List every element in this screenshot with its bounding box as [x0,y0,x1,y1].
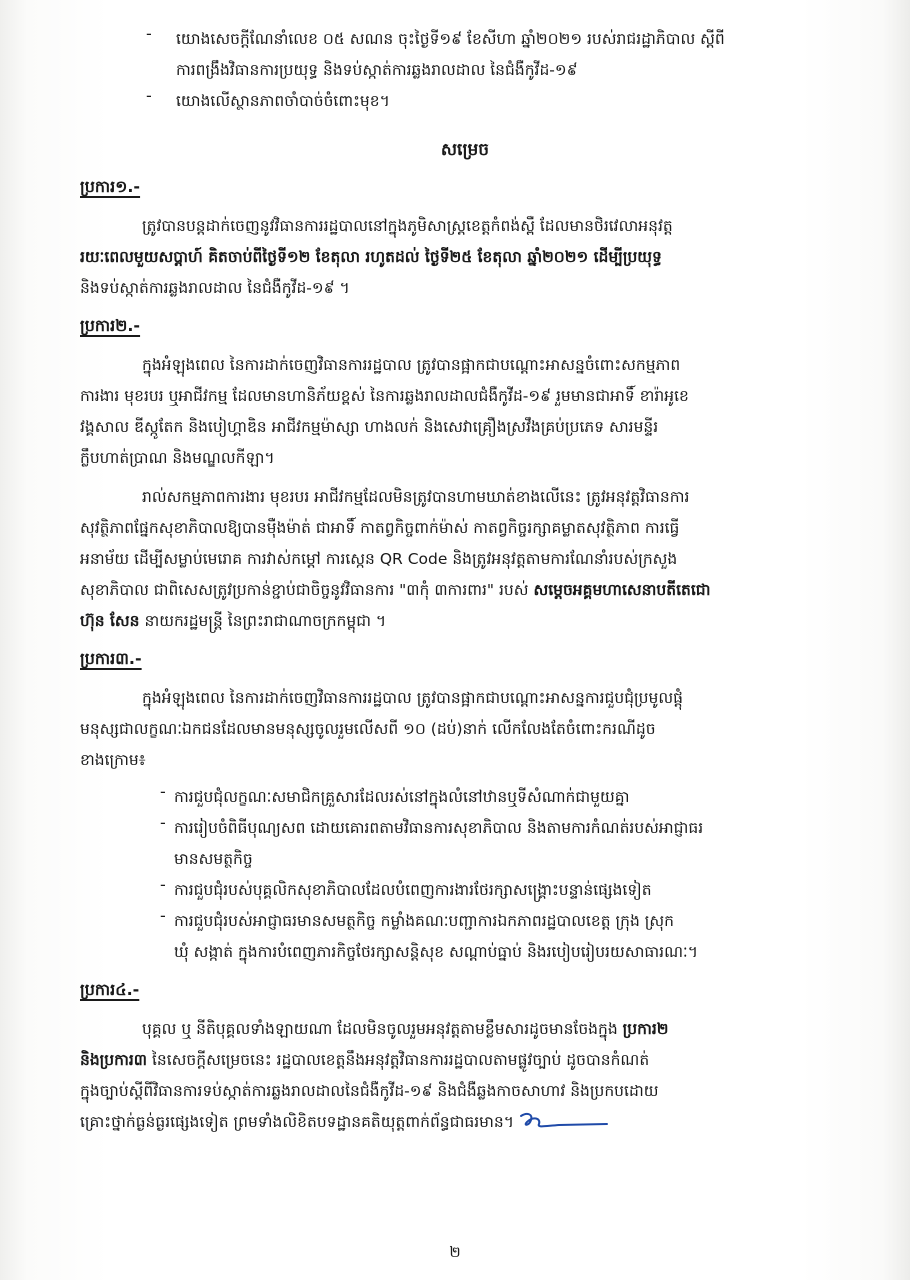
decision-title: សម្រេច [440,140,490,160]
reference-line: ការពង្រឹងវិធានការប្រយុទ្ធ និងទប់ស្កាត់ការឆ្លងរាលដាល នៃជំងឺកូវីដ-១៩ [176,61,578,79]
exception-item [160,813,850,875]
article-1-line: ត្រូវបានបន្តដាក់ចេញនូវវិធានការរដ្ឋបាលនៅក្នុងភូមិសាស្ត្រខេត្តកំពង់ស្ពឺ ដែលមានថិរវេលាអនុវត្ត [142,217,673,235]
article-3-heading: ប្រការ៣.- [80,649,142,668]
article-4-text: បុគ្គល ឬ នីតិបុគ្គលទាំងឡាយណា ដែលមិនចូលរួមអនុវត្តតាមខ្លឹមសារដូចមានចែងក្នុង [142,1020,623,1038]
article-4-line [80,1107,850,1138]
exception-line: ឃុំ សង្កាត់ ក្នុងការបំពេញភារកិច្ចថែរក្សាសន្តិសុខ សណ្ដាប់ធ្នាប់ និងរបៀបរៀបរយសាធារណៈ។ [174,943,698,961]
article-1-heading: ប្រការ១.- [80,177,141,196]
article-2-heading: ប្រការ២.- [80,316,141,335]
article-4-heading: ប្រការ៤.- [80,980,140,999]
article-2-line: ការងារ មុខរបរ ឬអាជីវកម្ម ដែលមានហានិភ័យខ្ពស់ នៃការឆ្លងរាលដាលជំងឺកូវីដ-១៩ រួមមានជាអាទិ៍ ខារ៉ាអូខេ [80,387,689,405]
exception-item [160,875,850,906]
article-2-line: វង្គសាល ឌីស្កូតែក និងបៀហ្គាឌិន អាជីវកម្មម៉ាស្សា ហាងលក់ និងសេវាគ្រឿងស្រវឹងគ្រប់ប្រភេទ សារមន្ទីរ [80,418,659,436]
reference-item [146,24,850,86]
article-2-line: រាល់សកម្មភាពការងារ មុខរបរ អាជីវកម្មដែលមិនត្រូវបានហាមឃាត់ខាងលើនេះ ត្រូវអនុវត្តវិធានការ [142,488,690,506]
article-4-line [80,1014,850,1045]
article-2-text: នាយករដ្ឋមន្ត្រី នៃព្រះរាជាណាចក្រកម្ពុជា ។ [139,612,387,630]
initial-signature-mark [519,1116,609,1130]
article-2-line: សុវត្ថិភាពផ្នែកសុខាភិបាលឱ្យបានម៉ឺងម៉ាត់ ជាអាទិ៍ កាតព្វកិច្ចពាក់ម៉ាស់ កាតព្វកិច្ចរក្សាគម្លាតសុវត្ថិភាព ការធ្វើ [80,519,680,537]
article-2-text: សុខាភិបាល ជាពិសេសត្រូវប្រកាន់ខ្ជាប់ជាចិច្ចនូវវិធានការ "៣កុំ ៣ការពារ" របស់ [80,581,529,599]
exception-item [160,782,850,813]
reference-line: - យោងលើស្ថានភាពចាំបាច់ចំពោះមុខ។ [176,92,390,110]
article-1-body [80,211,850,304]
exception-line: - ការជួបជុំរបស់អាជ្ញាធរមានសមត្ថកិច្ច កម្លាំងគណៈបញ្ជាការឯកភាពរដ្ឋបាលខេត្ត ក្រុង ស្រុក [174,912,674,930]
exception-line: - ការជួបជុំលក្ខណៈសមាជិកគ្រួសារដែលរស់នៅក្នុងលំនៅឋានឬទីសំណាក់ជាមួយគ្នា [174,788,630,806]
reference-list [146,24,850,117]
exception-list [160,782,850,968]
article-2-bold-text: ហ៊ុន សែន [80,612,140,630]
article-2-line [80,606,850,637]
signature-stroke-icon [519,1110,609,1134]
article-2-paragraph-2 [80,482,850,637]
article-4-line [80,1045,850,1076]
article-4-body [80,1014,850,1138]
article-1-line: រយៈពេលមួយសប្ដាហ៍ គិតចាប់ពីថ្ងៃទី១២ ខែតុលា រហូតដល់ ថ្ងៃទី២៥ ខែតុលា ឆ្នាំ២០២១ ដើម្បីប្រយុទ្ធ [80,248,662,266]
article-4-text: គ្រោះថ្នាក់ធ្ងន់ធ្ងរផ្សេងទៀត ព្រមទាំងលិខិតបទដ្ឋានគតិយុត្តពាក់ព័ន្ធជាធរមាន។ [80,1113,514,1131]
article-3-line: ក្នុងអំឡុងពេល នៃការដាក់ចេញវិធានការរដ្ឋបាល ត្រូវបានផ្អាកជាបណ្ដោះអាសន្នការជួបជុំប្រមូលផ្ដុំ [142,689,683,707]
article-2-line [80,575,850,606]
article-3-line: មនុស្សជាលក្ខណៈឯកជនដែលមានមនុស្សចូលរួមលើសពី ១០ (ដប់)នាក់ លើកលែងតែចំពោះករណីដូច [80,720,656,738]
page-number: ២ [449,1243,461,1261]
reference-item [146,86,850,117]
article-1-line: និងទប់ស្កាត់ការឆ្លងរាលដាល នៃជំងឺកូវីដ-១៩ ។ [80,279,350,297]
article-4-bold-text: និងប្រការ៣ [80,1051,148,1069]
article-2-line: ក្នុងអំឡុងពេល នៃការដាក់ចេញវិធានការរដ្ឋបាល ត្រូវបានផ្អាកជាបណ្ដោះអាសន្នចំពោះសកម្មភាព [142,356,681,374]
exception-item [160,906,850,968]
article-3-line: ខាងក្រោម៖ [80,751,146,769]
exception-line: មានសមត្ថកិច្ច [174,850,253,868]
article-2-bold-text: សម្ដេចអគ្គមហាសេនាបតីតេជោ [533,581,711,599]
article-2-line: អនាម័យ ដើម្បីសម្លាប់មេរោគ ការវាស់កម្ដៅ ការស្កេន QR Code និងត្រូវអនុវត្តតាមការណែនាំរបស់ក្រសួង [80,550,678,568]
reference-line: - យោងសេចក្ដីណែនាំលេខ ០៥ សណន ចុះថ្ងៃទី១៩ ខែសីហា ឆ្នាំ២០២១ របស់រាជរដ្ឋាភិបាល ស្ដីពី [176,30,725,48]
exception-line: - ការជួបជុំរបស់បុគ្គលិកសុខាភិបាលដែលបំពេញការងារថែរក្សាសង្គ្រោះបន្ទាន់ផ្សេងទៀត [174,881,652,899]
article-4-bold-text: ប្រការ២ [622,1020,669,1038]
article-3-intro [80,683,850,776]
article-4-text: នៃសេចក្ដីសម្រេចនេះ រដ្ឋបាលខេត្តនឹងអនុវត្តវិធានការរដ្ឋបាលតាមផ្លូវច្បាប់ ដូចបានកំណត់ [147,1051,650,1069]
exception-line: - ការរៀបចំពិធីបុណ្យសព ដោយគោរពតាមវិធានការសុខាភិបាល និងតាមការកំណត់របស់អាជ្ញាធរ [174,819,704,837]
article-4-line: ក្នុងច្បាប់ស្ដីពីវិធានការទប់ស្កាត់ការឆ្លងរាលដាលនៃជំងឺកូវីដ-១៩ និងជំងឺឆ្លងកាចសាហាវ និងប្រកបដោយ [80,1082,659,1100]
article-2-paragraph-1 [80,350,850,474]
article-2-line: ក្លឹបហាត់ប្រាណ និងមណ្ឌលកីឡា។ [80,449,275,467]
